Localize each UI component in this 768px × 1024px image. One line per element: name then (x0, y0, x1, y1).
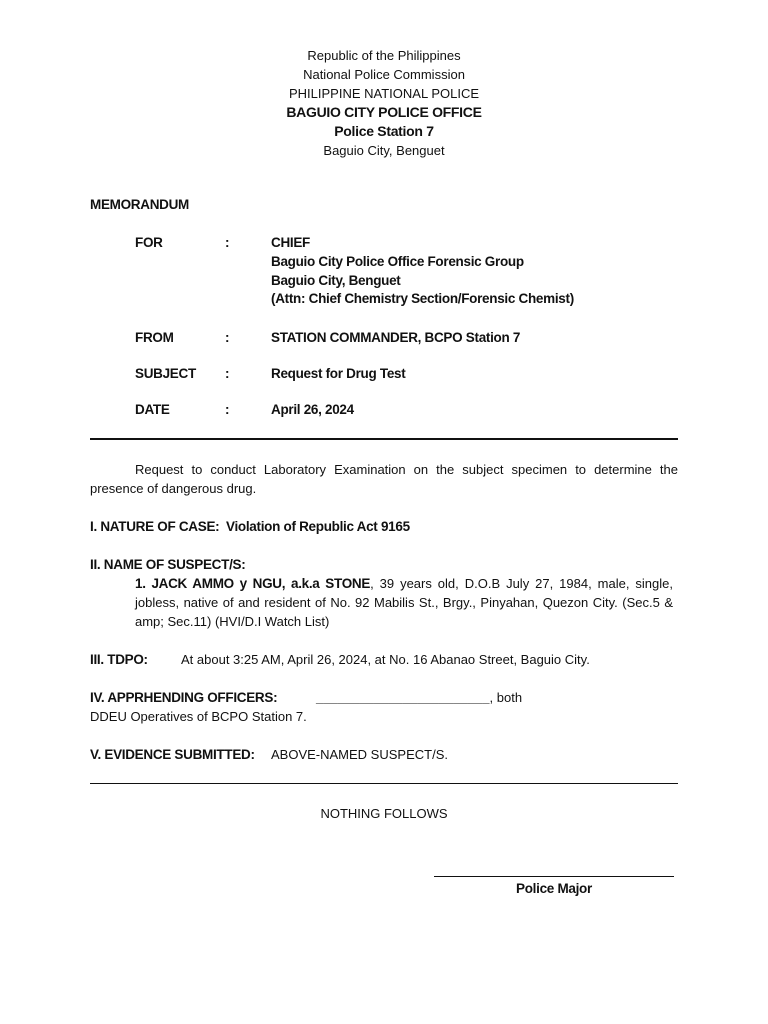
memo-subject-value: Request for Drug Test (271, 366, 406, 381)
memo-for-colon: : (225, 235, 230, 250)
header-napolcom: National Police Commission (303, 67, 465, 82)
memo-from-colon: : (225, 330, 230, 345)
memo-from-label: FROM (135, 330, 174, 345)
officers-line1 (316, 688, 522, 707)
memo-for-line-2: Baguio City Police Office Forensic Group (271, 254, 524, 269)
officers-line2: DDEU Operatives of BCPO Station 7. (90, 709, 307, 724)
suspects-label: II. NAME OF SUSPECT/S: (90, 557, 246, 572)
memo-date-label: DATE (135, 402, 170, 417)
tdpo-value: At about 3:25 AM, April 26, 2024, at No. 16 Abanao Street, Baguio City. (181, 652, 590, 667)
evidence-label: V. EVIDENCE SUBMITTED: (90, 747, 255, 762)
officers-after: , both (489, 690, 523, 705)
intro-paragraph: Request to conduct Laboratory Examination on the subject specimen to determine the presence of dangerous drug. (90, 462, 678, 496)
officers-label: IV. APPRHENDING OFFICERS: (90, 690, 278, 705)
nature-label: I. NATURE OF CASE: (90, 519, 220, 534)
evidence-value: ABOVE-NAMED SUSPECT/S. (271, 747, 448, 762)
nature-value: Violation of Republic Act 9165 (226, 519, 410, 534)
header-office: BAGUIO CITY POLICE OFFICE (286, 104, 482, 120)
memo-for-line-1: CHIEF (271, 235, 311, 250)
header-divider (90, 438, 678, 440)
memo-from-value: STATION COMMANDER, BCPO Station 7 (271, 330, 521, 345)
nothing-follows: NOTHING FOLLOWS (320, 806, 448, 821)
memo-for-line-3: Baguio City, Benguet (271, 273, 401, 288)
header-station: Police Station 7 (334, 123, 434, 139)
tdpo-label: III. TDPO: (90, 652, 148, 667)
suspect-details: , 39 years old, D.O.B July 27, 1984, male, single, jobless, native of and resident of No. 92 Mabilis St., Brgy., Pinyahan, Quezon City. (Sec.5 & amp; Sec.11) (HVI/D.I Watch List) (135, 576, 673, 629)
memo-date-colon: : (225, 402, 230, 417)
header-location: Baguio City, Benguet (323, 143, 445, 158)
header-republic: Republic of the Philippines (307, 48, 461, 63)
suspect-name: 1. JACK AMMO y NGU, a.k.a STONE (135, 576, 371, 591)
memo-date-value: April 26, 2024 (271, 402, 354, 417)
memo-subject-label: SUBJECT (135, 366, 196, 381)
memo-title: MEMORANDUM (90, 197, 189, 212)
body-divider (90, 783, 678, 784)
suspect-entry (135, 574, 673, 631)
signature-line (434, 876, 674, 877)
header-pnp: PHILIPPINE NATIONAL POLICE (289, 86, 479, 101)
officers-blank: ________________________ (316, 690, 490, 705)
memo-subject-colon: : (225, 366, 230, 381)
signature-title: Police Major (516, 881, 592, 896)
memo-for-line-4: (Attn: Chief Chemistry Section/Forensic Chemist) (271, 291, 574, 306)
memo-for-label: FOR (135, 235, 163, 250)
